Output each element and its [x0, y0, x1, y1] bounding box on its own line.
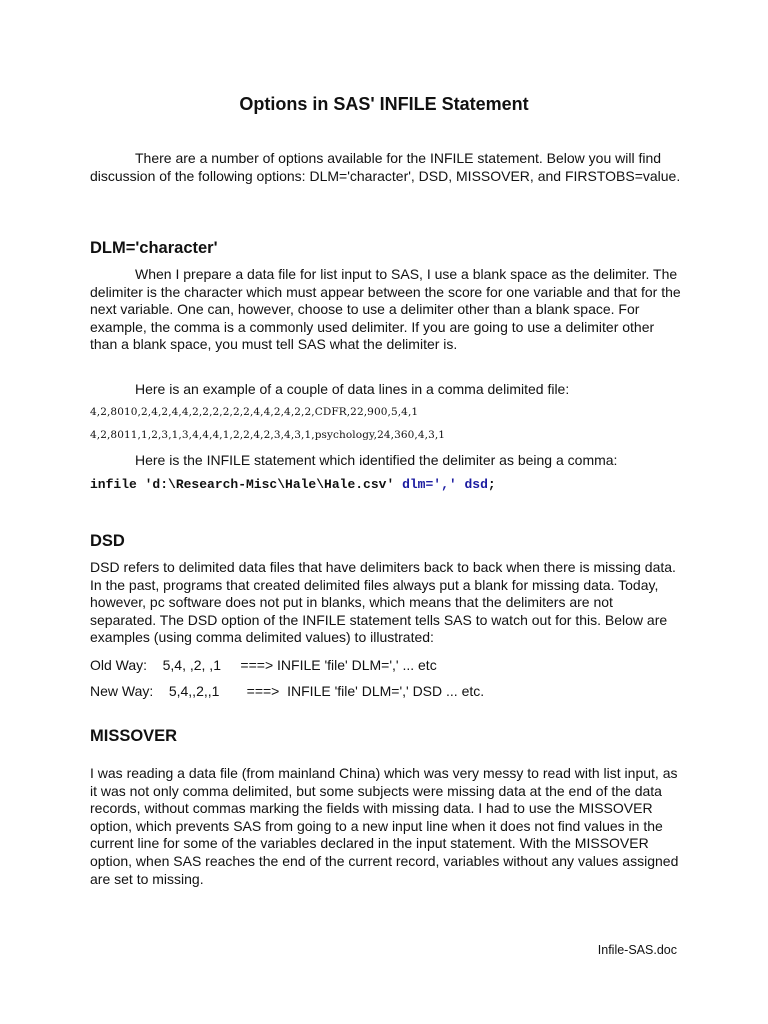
intro-paragraph: There are a number of options available for the INFILE statement. Below you will find discussion of the following options: DLM='character', DSD, MISSOVER, and FIRSTOBS=value. [90, 150, 681, 184]
footer-filename: Infile-SAS.doc [597, 943, 677, 957]
dlm-paragraph: When I prepare a data file for list input to SAS, I use a blank space as the delimiter. The delimiter is the character which must appear between the score for one variable and that for the next variable. One can, however, choose to use a delimiter other than a blank space. For example, the comma is a commonly used delimiter. If you are going to use a delimiter other than a blank space, you must tell SAS what the delimiter is. [90, 266, 681, 353]
page-title: Options in SAS' INFILE Statement [239, 94, 529, 114]
infile-code [90, 477, 496, 493]
code-dsd-option: dsd [464, 477, 488, 492]
missover-heading: MISSOVER [90, 727, 178, 745]
code-semicolon: ; [487, 477, 496, 492]
dlm-infile-intro: Here is the INFILE statement which identified the delimiter as being a comma: [135, 452, 618, 468]
old-way-example: Old Way: 5,4, ,2, ,1 ===> INFILE 'file' DLM=',' ... etc [90, 657, 437, 673]
data-line-2: 4,2,8011,1,2,3,1,3,4,4,4,1,2,2,4,2,3,4,3,1,psychology,24,360,4,3,1 [90, 429, 446, 441]
dsd-paragraph: DSD refers to delimited data files that have delimiters back to back when there is missing data. In the past, programs that created delimited files always put a blank for missing data. Today, however, pc software does not put in blanks, which means that the delimiters are not separated. The DSD option of the INFILE statement tells SAS to watch out for this. Below are examples (using comma delimited values) to illustrated: [90, 559, 676, 646]
code-dlm-option: dlm=',' [402, 477, 457, 492]
dlm-example-intro: Here is an example of a couple of data lines in a comma delimited file: [135, 381, 570, 397]
missover-paragraph: I was reading a data file (from mainland China) which was very messy to read with list input, as it was not only comma delimited, but some subjects were missing data at the end of the data records, without commas marking the fields with missing data. I had to use the MISSOVER option, which prevents SAS from going to a new input line when it does not find values in the current line for some of the variables declared in the input statement. With the MISSOVER option, when SAS reaches the end of the current record, variables without any values assigned are set to missing. [90, 765, 679, 887]
new-way-example: New Way: 5,4,,2,,1 ===> INFILE 'file' DLM=',' DSD ... etc. [90, 683, 485, 699]
dsd-heading: DSD [90, 532, 125, 550]
code-statement: infile 'd:\Research-Misc\Hale\Hale.csv' [90, 477, 403, 492]
data-line-1: 4,2,8010,2,4,2,4,4,2,2,2,2,2,2,4,4,2,4,2,2,CDFR,22,900,5,4,1 [90, 406, 419, 418]
dlm-heading: DLM='character' [90, 239, 218, 257]
